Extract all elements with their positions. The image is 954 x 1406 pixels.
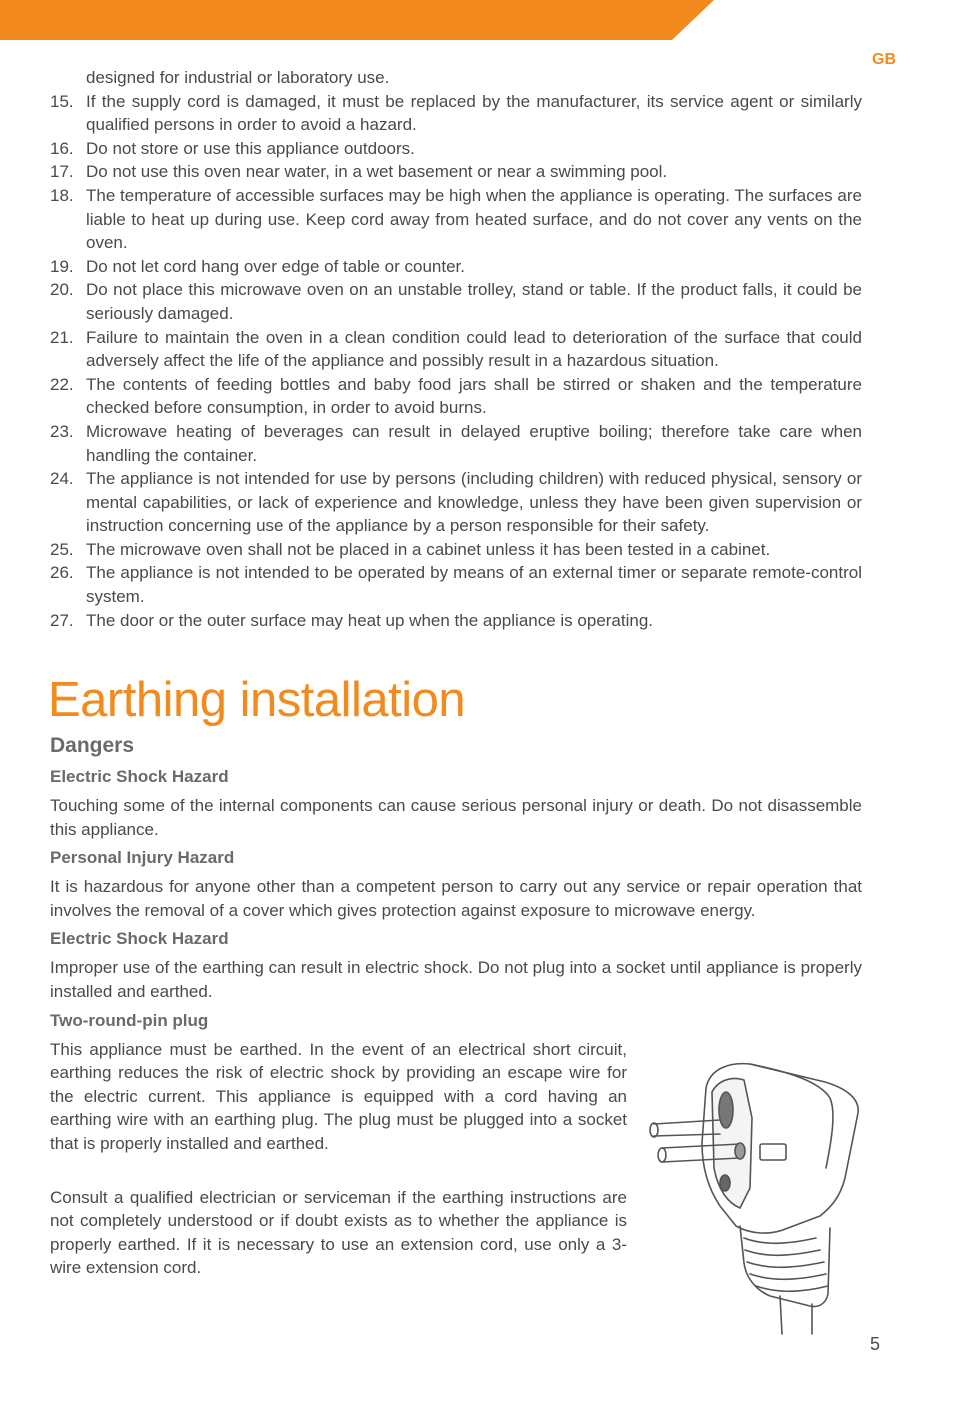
list-item: [50, 538, 862, 562]
list-item: [50, 137, 862, 161]
language-label: GB: [872, 51, 896, 68]
list-item-number: 24.: [50, 469, 74, 489]
list-item-text: Do not store or use this appliance outdoors.: [86, 138, 415, 158]
list-item-number: 15.: [50, 91, 74, 111]
list-item: [50, 184, 862, 255]
page-number: 5: [870, 1334, 881, 1354]
list-item-number: 19.: [50, 256, 74, 276]
list-item-number: 26.: [50, 563, 74, 583]
plug-icon: [640, 1058, 870, 1338]
list-item-text: The temperature of accessible surfaces may be high when the appliance is operating. The surfaces are liable to heat up during use. Keep cord away from heated surface, and do not cover any vents on the oven.: [86, 185, 862, 253]
list-item-number: 17.: [50, 162, 74, 182]
personal-injury-heading: Personal Injury Hazard: [50, 848, 235, 868]
list-item-text: If the supply cord is damaged, it must be replaced by the manufacturer, its service agent or similarly qualified persons in order to avoid a hazard.: [86, 91, 862, 135]
list-item: [50, 609, 862, 633]
safety-list: [50, 66, 862, 632]
list-item-text: The microwave oven shall not be placed in a cabinet unless it has been tested in a cabinet.: [86, 539, 771, 559]
section-title: Earthing installation: [48, 673, 466, 727]
list-item-text: Failure to maintain the oven in a clean condition could lead to deterioration of the surface that could adversely affect the life of the appliance and possibly result in a hazardous situation.: [86, 327, 862, 371]
list-item-text: The appliance is not intended for use by persons (including children) with reduced physical, sensory or mental capabilities, or lack of experience and knowledge, unless they have been given supervision or instruction concerning use of the appliance by a person responsible for their safety.: [86, 469, 862, 536]
list-item-number: 18.: [50, 185, 74, 205]
list-item-number: 23.: [50, 421, 74, 441]
plug-text-2: Consult a qualified electrician or serviceman if the earthing instructions are not completely understood or if doubt exists as to whether the appliance is properly earthed. If it is necessary to use an extension cord, use only a 3-wire extension cord.: [50, 1187, 627, 1278]
list-item: [50, 160, 862, 184]
electric-shock-text-2: Improper use of the earthing can result in electric shock. Do not plug into a socket until appliance is properly installed and earthed.: [50, 958, 862, 1001]
list-item: [50, 467, 862, 538]
list-item-number: 27.: [50, 610, 74, 630]
list-item: [50, 326, 862, 373]
dangers-heading: Dangers: [50, 734, 135, 757]
list-item-number: 21.: [50, 327, 74, 347]
electric-shock-heading-2: Electric Shock Hazard: [50, 929, 229, 949]
list-item-text: The contents of feeding bottles and baby food jars shall be stirred or shaken and the temperature checked before consumption, in order to avoid burns.: [86, 374, 862, 418]
list-item-number: 22.: [50, 374, 74, 394]
list-item: [50, 561, 862, 608]
personal-injury-text: It is hazardous for anyone other than a competent person to carry out any service or repair operation that involves the removal of a cover which gives protection against exposure to microwave energy.: [50, 877, 862, 920]
list-item-text: designed for industrial or laboratory use.: [86, 68, 390, 87]
electric-shock-text-1: Touching some of the internal components can cause serious personal injury or death. Do not disassemble this appliance.: [50, 796, 862, 839]
electric-shock-heading-1: Electric Shock Hazard: [50, 767, 229, 786]
list-item-text: Microwave heating of beverages can result in delayed eruptive boiling; therefore take care when handling the container.: [86, 421, 862, 465]
list-item-text: Do not let cord hang over edge of table or counter.: [86, 256, 465, 276]
plug-text-1: This appliance must be earthed. In the event of an electrical short circuit, earthing reduces the risk of electric shock by providing an escape wire for the electric current. This appliance is equipped with a cord having an earthing wire with an earthing plug. The plug must be plugged into a socket that is properly installed and earthed.: [50, 1039, 627, 1153]
header-bar: [0, 0, 954, 40]
plug-heading: Two-round-pin plug: [50, 1010, 209, 1030]
list-item: [50, 66, 862, 90]
list-item: [50, 373, 862, 420]
list-item-number: 16.: [50, 138, 74, 158]
list-item: [50, 90, 862, 137]
list-item-text: The appliance is not intended to be operated by means of an external timer or separate remote-control system.: [86, 563, 862, 607]
list-item-text: The door or the outer surface may heat up when the appliance is operating.: [86, 610, 654, 630]
list-item: [50, 420, 862, 467]
list-item-number: 20.: [50, 280, 74, 300]
list-item-number: 25.: [50, 539, 74, 559]
list-item: [50, 255, 862, 279]
list-item-text: Do not place this microwave oven on an unstable trolley, stand or table. If the product falls, it could be seriously damaged.: [86, 280, 862, 323]
list-item: [50, 278, 862, 325]
list-item-text: Do not use this oven near water, in a wet basement or near a swimming pool.: [86, 162, 668, 182]
